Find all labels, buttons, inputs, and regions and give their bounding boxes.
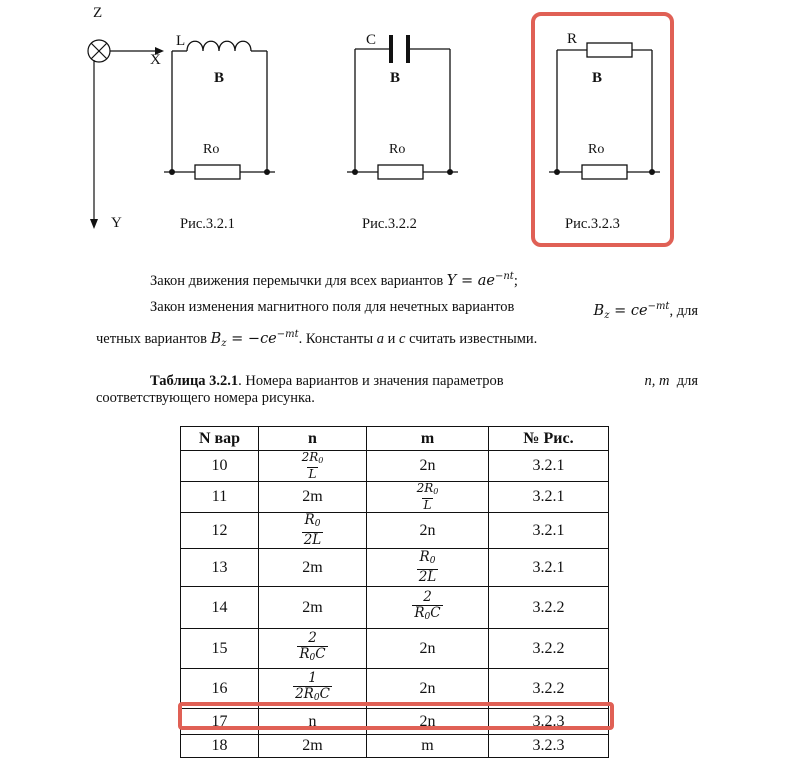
z-axis-label: Z (93, 5, 103, 21)
y-axis-label: Y (111, 215, 122, 231)
cell-var: 12 (181, 513, 259, 549)
cell-n (259, 451, 367, 482)
table-caption-line-1 (150, 372, 698, 390)
cell-m: 2n (367, 629, 489, 669)
circuit-fig-2 (347, 49, 458, 179)
fraction-1-over-2r0c: $\frac{1}{2R_0C}$ (293, 671, 332, 706)
table-row (181, 482, 609, 513)
const-c: c (399, 331, 406, 347)
cell-n: 2m (259, 549, 367, 587)
field-b-label: B (592, 70, 603, 86)
field-law-odd-formula: $B_z = ce^{-mt}$ (593, 301, 670, 321)
fraction-r0-over-2l: $\frac{R_0}{2L}$ (303, 512, 322, 548)
const-a: a (376, 331, 384, 347)
inductor-icon (187, 41, 251, 51)
field-law-even-text: четных вариантов (96, 331, 207, 347)
table-caption-line-2: соответствующего номера рисунка. (96, 390, 315, 406)
cell-fig: 3.2.3 (489, 735, 609, 758)
highlight-row-17 (178, 702, 614, 730)
cell-m: 2n (367, 513, 489, 549)
table-caption-label: Таблица 3.2.1 (150, 373, 239, 389)
field-law-line-1 (150, 298, 698, 325)
table-row (181, 629, 609, 669)
field-law-odd-suffix: , для (669, 303, 698, 319)
cell-m: 2n (367, 709, 489, 735)
motion-law-suffix: ; (513, 273, 518, 289)
motion-law-formula: $Y = ae^{-nt}$ (446, 271, 514, 289)
y-axis-arrow-icon (90, 219, 98, 229)
junction-dot (264, 169, 270, 175)
cell-n: 2m (259, 587, 367, 629)
fraction-r0-over-2l: $\frac{R_0}{2L}$ (418, 549, 437, 585)
cell-m: 2n (367, 451, 489, 482)
fig-caption-1: Рис.3.2.1 (180, 216, 235, 232)
circuit-fig-1 (164, 41, 275, 179)
cell-var: 14 (181, 587, 259, 629)
cell-fig: 3.2.1 (489, 482, 609, 513)
junction-dot (169, 169, 175, 175)
header-n: n (259, 427, 367, 451)
cell-fig: 3.2.3 (489, 709, 609, 735)
junction-dot (352, 169, 358, 175)
cell-m (367, 482, 489, 513)
motion-law-text: Закон движения перемычки для всех вариантов (150, 273, 444, 289)
fraction-2-over-r0c: $\frac{2}{R_0C}$ (297, 631, 327, 666)
table-header-row (181, 427, 609, 451)
header-fig: № Рис. (489, 427, 609, 451)
cell-fig: 3.2.1 (489, 513, 609, 549)
table-row (181, 735, 609, 758)
capacitor-icon (391, 35, 408, 63)
cell-fig: 3.2.2 (489, 629, 609, 669)
highlight-figure-3 (531, 12, 674, 247)
inductor-label: L (176, 33, 186, 49)
resistor-ro-icon (378, 165, 423, 179)
resistor-label: Ro (389, 142, 406, 157)
table-caption-param-m: m (658, 373, 670, 389)
cell-m (367, 587, 489, 629)
cell-var: 10 (181, 451, 259, 482)
cell-var: 18 (181, 735, 259, 758)
fig-caption-2: Рис.3.2.2 (362, 216, 417, 232)
const-and: и (383, 331, 399, 347)
cell-var: 15 (181, 629, 259, 669)
x-axis-label: X (150, 52, 161, 68)
cell-n: 2m (259, 482, 367, 513)
coordinate-axes (88, 40, 158, 222)
cell-fig: 3.2.2 (489, 669, 609, 709)
field-law-text: Закон изменения магнитного поля для нечетных вариантов (150, 299, 515, 315)
table-caption-end: для (676, 373, 698, 389)
cell-m: 2n (367, 669, 489, 709)
table-row (181, 549, 609, 587)
fraction-2-over-r0c: $\frac{2}{R_0C}$ (412, 590, 442, 625)
field-b-label: B (390, 70, 401, 86)
fraction-2r0-over-l: $\frac{2R_0}{L}$ (301, 450, 324, 481)
field-b-label: B (214, 70, 225, 86)
cell-n (259, 513, 367, 549)
table-caption-text: . Номера вариантов и значения параметров (238, 373, 504, 389)
cell-fig: 3.2.2 (489, 587, 609, 629)
cell-m: m (367, 735, 489, 758)
resistor-r-label: R (567, 31, 578, 47)
table-caption-param-n: n, (644, 373, 656, 389)
field-law-even-formula: $B_z = -ce^{-mt}$ (210, 329, 299, 349)
cell-fig: 3.2.1 (489, 451, 609, 482)
cell-n: 2m (259, 735, 367, 758)
cell-m (367, 549, 489, 587)
fraction-2r0-over-l: $\frac{2R_0}{L}$ (416, 481, 439, 512)
junction-dot (447, 169, 453, 175)
cell-var: 17 (181, 709, 259, 735)
cell-fig: 3.2.1 (489, 549, 609, 587)
cell-var: 13 (181, 549, 259, 587)
resistor-label: Ro (588, 142, 605, 157)
motion-law-paragraph (150, 268, 518, 290)
table-row (181, 587, 609, 629)
cell-n (259, 629, 367, 669)
cell-n: n (259, 709, 367, 735)
constants-text: . Константы (298, 331, 374, 347)
table-row (181, 513, 609, 549)
cell-var: 11 (181, 482, 259, 513)
cell-var: 16 (181, 669, 259, 709)
table-row (181, 451, 609, 482)
resistor-label: Ro (203, 142, 220, 157)
fig-caption-3: Рис.3.2.3 (565, 216, 620, 232)
capacitor-label: C (366, 32, 377, 48)
header-var: N вар (181, 427, 259, 451)
header-m: m (367, 427, 489, 451)
constants-suffix: считать известными. (405, 331, 538, 347)
resistor-ro-icon (195, 165, 240, 179)
field-law-line-2 (96, 326, 537, 353)
